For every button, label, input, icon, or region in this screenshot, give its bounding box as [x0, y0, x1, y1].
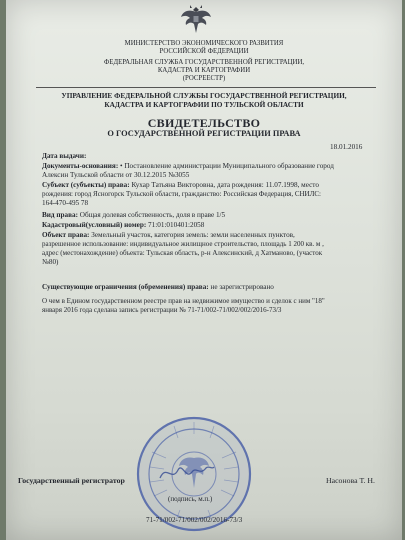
restriction-text: не зарегистрировано [210, 283, 274, 291]
department-line1: УПРАВЛЕНИЕ ФЕДЕРАЛЬНОЙ СЛУЖБЫ ГОСУДАРСТВЕННОЙ РЕГИСТРАЦИИ, [61, 91, 347, 100]
registrar-label: Государственный регистратор [18, 476, 125, 485]
document-title: СВИДЕТЕЛЬСТВО [147, 116, 261, 130]
basis-text2: Алексин Тульской области от 30.12.2015 №3055 [42, 171, 190, 179]
coat-of-arms-icon [178, 3, 214, 37]
signature-caption: (подпись, м.п.) [168, 495, 213, 503]
document-subtitle: О ГОСУДАРСТВЕННОЙ РЕГИСТРАЦИИ ПРАВА [107, 129, 301, 138]
right-label: Вид права: [42, 211, 78, 219]
service-line2: КАДАСТРА И КАРТОГРАФИИ [157, 67, 251, 74]
object-text4: №80) [42, 258, 59, 266]
header-divider [36, 87, 376, 88]
registrar-signature [156, 458, 216, 486]
basis-text1: • Постановление администрации Муниципального образование город [120, 162, 334, 170]
right-text: Общая долевая собственность, доля в праве 1/5 [79, 211, 226, 219]
footer-record-number: 71-71/002-71/002/002/2016-73/3 [146, 516, 243, 524]
certificate-sheet [6, 0, 402, 540]
object-line1 [42, 231, 295, 240]
subject-text1: Кухар Татьяна Викторовна, дата рождения: 11.07.1998, место [131, 181, 319, 189]
cadastral-label: Кадастровый(условный) номер: [42, 221, 147, 229]
object-text2: разрешенное использование: индивидуальное жилищное строительство, площадь 1 200 кв. м , [42, 240, 324, 248]
ministry-line2: РОССИЙСКОЙ ФЕДЕРАЦИИ [159, 48, 249, 55]
object-text1: Земельный участок, категория земель: земли населенных пунктов, [91, 231, 295, 239]
object-label: Объект права: [42, 231, 90, 239]
record-text2: января 2016 года сделана запись регистрации № 71-71/002-71/002/002/2016-73/3 [42, 306, 282, 314]
right-line [42, 211, 225, 220]
record-text1: О чем в Едином государственном реестре прав на недвижимое имущество и сделок с ним "18" [42, 297, 325, 305]
service-line1: ФЕДЕРАЛЬНАЯ СЛУЖБА ГОСУДАРСТВЕННОЙ РЕГИСТРАЦИИ, [103, 59, 305, 66]
subject-label: Субъект (субъекты) права: [42, 181, 130, 189]
cadastral-line [42, 221, 204, 230]
cadastral-text: 71:01:010401:2058 [148, 221, 205, 229]
issue-date: 18.01.2016 [330, 143, 363, 151]
object-text3: адрес (местонахождение) объекта: Тульская область, р-н Алексинский, д Хатманово, (участок [42, 249, 323, 257]
basis-line1 [42, 162, 334, 171]
subject-line1 [42, 181, 319, 190]
issue-date-label: Дата выдачи: [42, 152, 87, 160]
registrar-name: Насонова Т. Н. [326, 476, 375, 485]
ministry-line1: МИНИСТЕРСТВО ЭКОНОМИЧЕСКОГО РАЗВИТИЯ [124, 40, 284, 47]
service-line3: (РОСРЕЕСТР) [182, 75, 226, 82]
restriction-line [42, 283, 274, 292]
subject-text3: 164-470-495 78 [42, 199, 89, 207]
basis-label: Документы-основания: [42, 162, 119, 170]
department-line2: КАДАСТРА И КАРТОГРАФИИ ПО ТУЛЬСКОЙ ОБЛАСТИ [104, 100, 304, 109]
subject-text2: рождения: город Ясногорск Тульской области, гражданство: Российская Федерация, СНИЛС: [42, 190, 321, 198]
restriction-label: Существующие ограничения (обременения) права: [42, 283, 209, 291]
